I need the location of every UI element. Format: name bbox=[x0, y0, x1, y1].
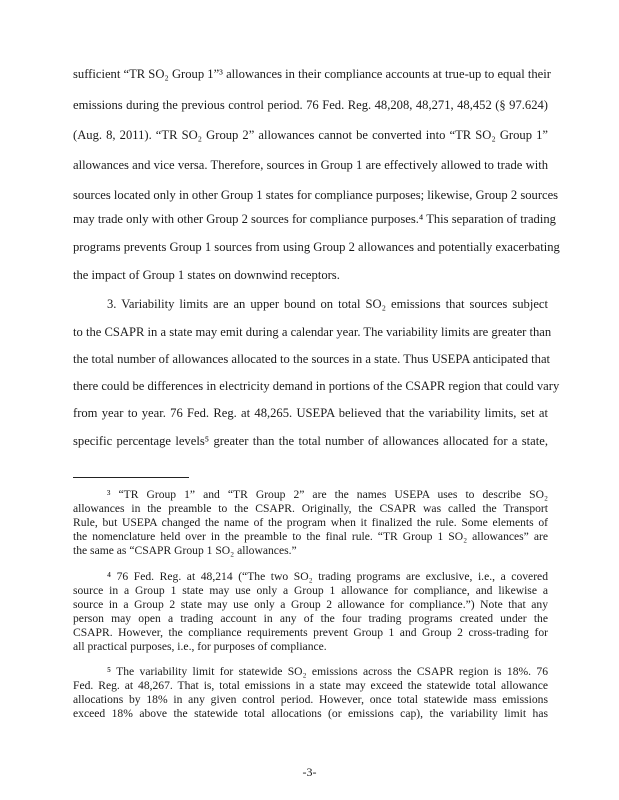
footnote-separator bbox=[73, 477, 189, 478]
footnote-5-line-4: exceed 18% above the statewide total allocations (or emissions cap), the variability limit has bbox=[73, 707, 548, 720]
body-line-4: allowances and vice versa. Therefore, sources in Group 1 are effectively allowed to trade with bbox=[73, 158, 548, 172]
footnote-4-line-4: person may open a trading account in any of the four trading programs created under the bbox=[73, 612, 548, 625]
footnote-5-line-3: allocations by 18% in any given control period. However, once total statewide mass emissions bbox=[73, 693, 548, 706]
footnote-3-line-2: allowances in the preamble to the CSAPR. Originally, the CSAPR was called the Transport bbox=[73, 502, 548, 515]
footnote-3-line-4: the nomenclature held over in the preamble to the final rule. “TR Group 1 SO₂ allowances” are bbox=[73, 530, 548, 543]
footnote-4-line-6: all practical purposes, i.e., for purposes of compliance. bbox=[73, 640, 327, 653]
body-line-12: there could be differences in electricity demand in portions of the CSAPR region that could vary bbox=[73, 379, 560, 393]
body-line-5: sources located only in other Group 1 states for compliance purposes; likewise, Group 2 sources bbox=[73, 188, 559, 202]
page-number: -3- bbox=[302, 765, 317, 779]
body-line-1: sufficient “TR SO₂ Group 1”³ allowances in their compliance accounts at true-up to equal their bbox=[73, 67, 551, 81]
body-line-10: to the CSAPR in a state may emit during a calendar year. The variability limits are greater than bbox=[73, 325, 552, 339]
footnote-4-line-1: ⁴ 76 Fed. Reg. at 48,214 (“The two SO₂ trading programs are exclusive, i.e., a covered bbox=[107, 570, 548, 583]
footnote-4-line-5: CSAPR. However, the compliance requirements prevent Group 1 and Group 2 cross-trading for bbox=[73, 626, 548, 639]
body-line-2: emissions during the previous control period. 76 Fed. Reg. 48,208, 48,271, 48,452 (§ 97.624) bbox=[73, 98, 548, 112]
footnote-4-line-3: source in a Group 2 state may use only a Group 2 allowance for compliance.”) Note that any bbox=[73, 598, 548, 611]
footnote-3-line-1: ³ “TR Group 1” and “TR Group 2” are the names USEPA uses to describe SO₂ bbox=[107, 488, 548, 501]
paragraph-3-first-line: 3. Variability limits are an upper bound on total SO₂ emissions that sources subject bbox=[107, 297, 548, 311]
body-line-7: programs prevents Group 1 sources from using Group 2 allowances and potentially exacerbating bbox=[73, 240, 560, 254]
body-line-3: (Aug. 8, 2011). “TR SO₂ Group 2” allowances cannot be converted into “TR SO₂ Group 1” bbox=[73, 128, 548, 142]
footnote-5-line-1: ⁵ The variability limit for statewide SO₂ emissions across the CSAPR region is 18%. 76 bbox=[107, 665, 548, 678]
footnote-3-line-5: the same as “CSAPR Group 1 SO₂ allowances.” bbox=[73, 544, 297, 557]
body-line-13: from year to year. 76 Fed. Reg. at 48,265. USEPA believed that the variability limits, set at bbox=[73, 406, 548, 420]
body-line-8: the impact of Group 1 states on downwind receptors. bbox=[73, 268, 340, 282]
body-line-11: the total number of allowances allocated to the sources in a state. Thus USEPA anticipated that bbox=[73, 352, 551, 366]
body-line-6: may trade only with other Group 2 sources for compliance purposes.⁴ This separation of trading bbox=[73, 212, 556, 226]
body-line-14: specific percentage levels⁵ greater than the total number of allowances allocated for a state, bbox=[73, 434, 548, 448]
footnote-3-line-3: Rule, but USEPA changed the name of the program when it finalized the rule. Some elements of bbox=[73, 516, 548, 529]
footnote-5-line-2: Fed. Reg. at 48,267. That is, total emissions in a state may exceed the statewide total allowance bbox=[73, 679, 548, 692]
footnote-4-line-2: source in a Group 1 state may use only a Group 1 allowance for compliance, and likewise a bbox=[73, 584, 548, 597]
